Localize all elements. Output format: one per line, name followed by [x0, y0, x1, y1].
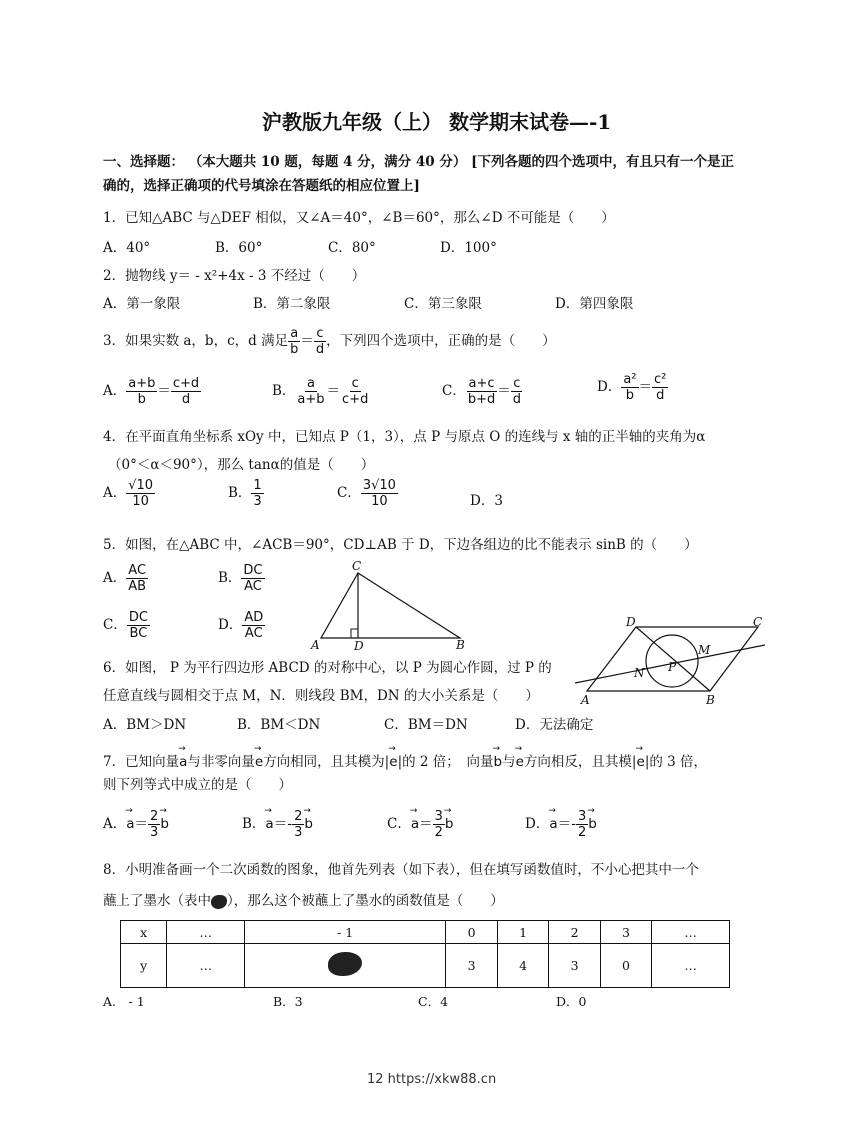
q1-option-d: D．100° [440, 240, 497, 256]
q6-label-d: D [626, 615, 636, 629]
section-desc: （本大题共 10 题，每题 4 分，满分 40 分） [下列各题的四个选项中，有且只有一个是正 [188, 154, 734, 170]
q6-option-b: B．BM＜DN [237, 717, 321, 733]
function-value-table [120, 920, 730, 988]
q3-stem: 3．如果实数 a，b，c，d 满足 $\frac{a}{b}$ ＝ $\frac{c}{d}$ ，下列四个选项中，正确的是（ ） [103, 326, 556, 357]
q2-option-d: D．第四象限 [555, 296, 634, 312]
q3-stem-pre: 3．如果实数 a，b，c，d 满足 [103, 333, 289, 349]
q6-option-a: A．BM＞DN [103, 717, 187, 733]
q3-option-c: C． $\frac{a+c}{b+d}$ ＝ $\frac{c}{d}$ [442, 376, 522, 407]
q4-stem: 4．在平面直角坐标系 xOy 中，已知点 P（1，3），点 P 与原点 O 的连线与 x 轴的正半轴的夹角为α [103, 429, 706, 445]
q8-option-a: A. - 1 [103, 994, 145, 1009]
q7-option-c: C．→ a＝ $\frac{3}{2}$ → b [387, 809, 453, 840]
table-cell: x [121, 921, 167, 944]
q6-label-c: C [753, 615, 763, 629]
table-cell: 0 [600, 944, 651, 988]
section-head: 一、选择题： [103, 154, 184, 170]
table-row-x [121, 921, 730, 944]
vector-a: → a [179, 754, 187, 770]
q6-label-n: N [634, 666, 645, 680]
table-cell: … [652, 944, 730, 988]
q5-label-a: A [311, 638, 320, 652]
q1-option-c: C．80° [328, 240, 376, 256]
q3-fraction-cd: $\frac{c}{d}$ [315, 326, 325, 357]
table-cell: 3 [446, 944, 497, 988]
q4-option-b: B． $\frac{1}{3}$ [228, 478, 262, 509]
q6-parallelogram-figure [575, 613, 768, 708]
q5-option-a: A． $\frac{AC}{AB}$ [103, 563, 147, 594]
section-header [103, 150, 734, 170]
q7-stem: 7．已知向量→ a与非零向量→ e方向相同，且其模为|→ e|的 2 倍； 向量→ b与→ e方向相反，且其模|→ e|的 3 倍， [103, 750, 707, 770]
q5-label-b: B [456, 638, 465, 652]
q2-option-b: B．第二象限 [253, 296, 331, 312]
q5-option-c: C． $\frac{DC}{BC}$ [103, 610, 148, 641]
q4-option-a: A． $\frac{√10}{10}$ [103, 478, 154, 509]
q8-stem-line2: 蘸上了墨水（表中 ），那么这个被蘸上了墨水的函数值是（ ） [103, 893, 504, 909]
table-cell: 4 [497, 944, 548, 988]
q5-option-b: B． $\frac{DC}{AC}$ [218, 563, 263, 594]
q7-option-d: D．→ a＝- $\frac{3}{2}$ → b [525, 809, 597, 840]
table-row-y [121, 944, 730, 988]
q4-option-d: D．3 [470, 493, 503, 509]
q8-option-c: C．4 [418, 994, 449, 1009]
q7-option-b: B．→ a＝- $\frac{2}{3}$ → b [242, 809, 313, 840]
q6-option-c: C．BM＝DN [384, 717, 468, 733]
q6-option-d: D．无法确定 [515, 717, 594, 733]
q6-label-b: B [706, 693, 715, 707]
q8-option-d: D．0 [556, 994, 587, 1009]
q3-stem-post: ，下列四个选项中，正确的是（ ） [326, 333, 556, 349]
q1-option-a: A．40° [103, 240, 151, 256]
page-footer: 12 https://xkw88.cn [367, 1072, 497, 1087]
q6-stem-line2: 任意直线与圆相交于点 M，N．则线段 BM，DN 的大小关系是（ ） [103, 688, 539, 704]
q6-label-a: A [581, 693, 590, 707]
q8-option-b: B．3 [273, 994, 303, 1009]
table-cell: 3 [549, 944, 600, 988]
q5-label-c: C [352, 560, 362, 573]
q7-option-a: A．→ a＝ $\frac{2}{3}$ → b [103, 809, 169, 840]
q7-stem-line2: 则下列等式中成立的是（ ） [103, 777, 292, 793]
q5-option-d: D． $\frac{AD}{AC}$ [218, 610, 264, 641]
table-cell: 0 [446, 921, 497, 944]
q3-option-b: B． $\frac{a}{a+b}$ ＝ $\frac{c}{c+d}$ [272, 376, 369, 407]
q2-option-a: A．第一象限 [103, 296, 181, 312]
section-desc-line2: 确的，选择正确项的代号填涂在答题纸的相应位置上] [103, 178, 420, 194]
q2-option-c: C．第三象限 [404, 296, 482, 312]
ink-blot-icon [211, 895, 227, 909]
q8-stem: 8．小明准备画一个二次函数的图象，他首先列表（如下表），但在填写函数值时，不小心把其中一个 [103, 862, 699, 878]
vector-b: → b [494, 754, 503, 770]
ink-blot-icon [328, 952, 362, 976]
q5-triangle-figure [308, 560, 478, 652]
q1-stem: 1．已知△ABC 与△DEF 相似，又∠A＝40°，∠B＝60°，那么∠D 不可能是（ ） [103, 210, 615, 226]
q4-stem-line2: （0°＜α＜90°），那么 tanα的值是（ ） [108, 457, 375, 473]
vector-e: → e [255, 754, 263, 770]
q1-option-b: B．60° [215, 240, 263, 256]
q3-option-a: A． $\frac{a+b}{b}$ ＝ $\frac{c+d}{d}$ [103, 376, 200, 407]
table-cell: … [167, 921, 245, 944]
q4-option-c: C． $\frac{3√10}{10}$ [337, 478, 396, 509]
q6-stem: 6．如图， P 为平行四边形 ABCD 的对称中心，以 P 为圆心作圆，过 P 的 [103, 660, 552, 676]
q5-stem: 5．如图，在△ABC 中，∠ACB＝90°，CD⊥AB 于 D，下边各组边的比不能表示 sinB 的（ ） [103, 537, 698, 553]
q2-stem: 2．抛物线 y＝ - x²+4x - 3 不经过（ ） [103, 268, 366, 284]
q6-label-m: M [698, 643, 711, 657]
table-cell: … [652, 921, 730, 944]
table-cell: 3 [600, 921, 651, 944]
q6-label-p: P [668, 660, 677, 674]
table-cell-ink [245, 944, 446, 988]
table-cell: - 1 [245, 921, 446, 944]
page-title: 沪教版九年级（上） 数学期末试卷—-1 [262, 110, 612, 134]
table-cell: 1 [497, 921, 548, 944]
q3-fraction-ab: $\frac{a}{b}$ [290, 326, 299, 357]
q3-option-d: D． $\frac{\text{a²}}{b}$ ＝ $\frac{\text{c²}}{d}$ [597, 372, 667, 403]
table-cell: y [121, 944, 167, 988]
q5-label-d: D [354, 639, 364, 652]
table-cell: … [167, 944, 245, 988]
table-cell: 2 [549, 921, 600, 944]
